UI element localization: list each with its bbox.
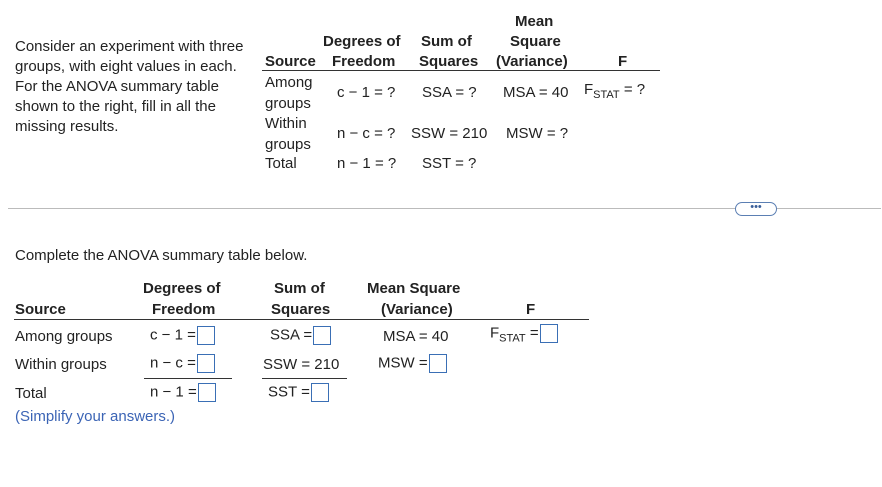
total-ss-label: SST = [268,383,310,401]
answer-header-f: F [526,301,536,318]
given-f-rest: = ? [619,81,646,98]
given-header-f: F [618,53,628,70]
answer-f-rest: = [525,324,539,342]
given-header-df-line1: Degrees of [323,33,401,50]
answer-among-df [150,326,215,345]
given-among-df: c − 1 = ? [337,84,396,101]
given-within-label-2: groups [265,136,311,153]
total-df-input[interactable] [198,383,216,402]
given-within-label-1: Within [265,115,307,132]
given-among-label-1: Among [265,74,313,91]
given-within-df: n − c = ? [337,125,396,142]
given-header-ms-line1: Mean [515,13,554,30]
answer-f-symbol: F [490,324,500,342]
among-ss-input[interactable] [313,326,331,345]
answer-header-ms-line2: (Variance) [381,301,453,318]
within-df-input[interactable] [197,354,215,373]
given-header-ms-line2: Square [510,33,561,50]
answer-within-df [150,354,215,373]
answer-among-f [490,324,558,344]
answer-within-ss: SSW = 210 [263,356,340,373]
answer-header-df-line2: Freedom [152,301,216,318]
given-among-ss: SSA = ? [422,84,477,101]
among-ss-label: SSA = [270,326,313,344]
answer-within-label: Within groups [15,356,107,373]
answer-total-label: Total [15,385,47,402]
answer-total-ss [268,383,329,402]
df-total-rule [144,378,232,379]
given-total-ss: SST = ? [422,155,477,172]
within-ms-label: MSW = [378,354,428,372]
answer-header-ss-line2: Squares [271,301,331,318]
answer-total-df [150,383,216,402]
answer-header-source: Source [15,301,66,318]
given-among-f [584,81,645,101]
answer-among-label: Among groups [15,328,113,345]
more-options-button[interactable]: ••• [735,202,777,216]
answer-among-ms: MSA = 40 [383,328,449,345]
given-within-ms: MSW = ? [506,125,569,142]
answer-header-ss-line1: Sum of [274,280,325,297]
within-df-label: n − c = [150,354,196,372]
given-total-label: Total [265,155,297,172]
given-among-ms: MSA = 40 [503,84,569,101]
given-header-ss-line2: Squares [419,53,479,70]
given-f-symbol: F [584,81,594,98]
total-df-label: n − 1 = [150,383,197,401]
problem-intro: Consider an experiment with three groups, with eight values in each. For the ANOVA summary table shown to the right, fill in all the missing results. [15,38,244,135]
within-ms-input[interactable] [429,354,447,373]
total-ss-input[interactable] [311,383,329,402]
given-header-rule [262,70,660,71]
ss-total-rule [262,378,347,379]
given-within-ss: SSW = 210 [411,125,488,142]
among-df-input[interactable] [197,326,215,345]
instruction-text: Complete the ANOVA summary table below. [15,247,308,264]
given-header-source: Source [265,53,316,70]
answer-f-subscript: STAT [499,332,526,345]
given-header-df-line2: Freedom [332,53,396,70]
answer-header-rule [14,319,589,320]
answer-header-df-line1: Degrees of [143,280,221,297]
among-df-label: c − 1 = [150,326,196,344]
simplify-note: (Simplify your answers.) [15,408,176,425]
fstat-input[interactable] [540,324,558,343]
given-f-subscript: STAT [593,89,620,101]
given-among-label-2: groups [265,95,311,112]
given-total-df: n − 1 = ? [337,155,397,172]
answer-header-ms-line1: Mean Square [367,280,461,297]
given-header-ss-line1: Sum of [421,33,472,50]
answer-among-ss [270,326,331,345]
given-header-ms-line3: (Variance) [496,53,568,70]
answer-within-ms [378,354,447,373]
